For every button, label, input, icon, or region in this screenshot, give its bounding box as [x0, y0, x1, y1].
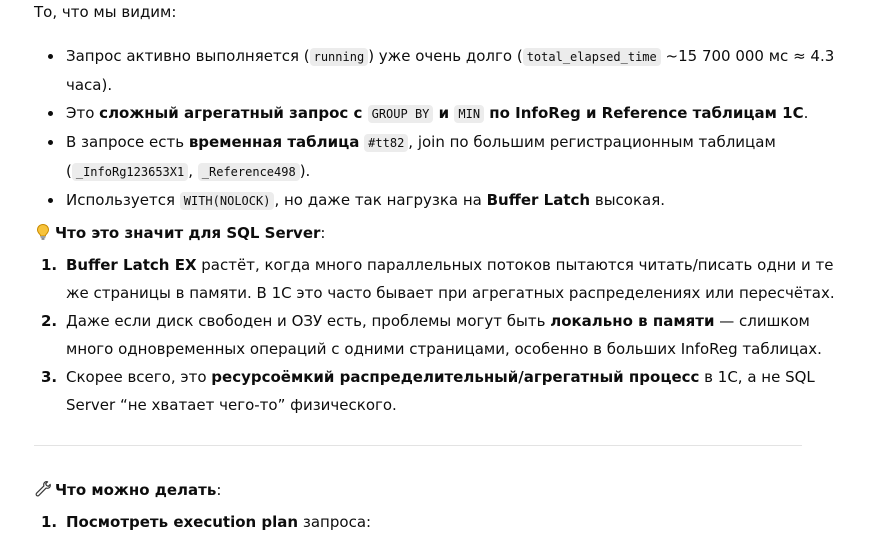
inline-code: #tt82 [364, 134, 408, 152]
intro-text: То, что мы видим: [34, 3, 177, 21]
actions-heading: Что можно делать: [34, 476, 221, 504]
meaning-list [34, 251, 836, 419]
list-item: 2. Даже если диск свободен и ОЗУ есть, проблемы могут быть локально в памяти — слишком много одновременных операций с одними страницами, особенно в больших InfoReg таблицах. [34, 307, 836, 363]
section-divider [34, 445, 802, 446]
inline-code: running [310, 48, 369, 66]
lightbulb-icon [34, 222, 52, 240]
list-number: 1. [41, 256, 58, 274]
list-item: В запросе есть временная таблица #tt82 , join по большим регистрационным таблицам ( _InfoRg123653X1 , _Reference498 ). [34, 128, 836, 186]
list-item: 1. Buffer Latch EX растёт, когда много параллельных потоков пытаются читать/писать одни и те же страницы в памяти. В 1С это часто бывает при агрегатных распределениях или пересчётах. [34, 251, 836, 307]
meaning-title: Что это значит для SQL Server [55, 224, 321, 242]
list-number: 3. [41, 368, 58, 386]
list-item: 1. Посмотреть execution plan запроса: [34, 508, 836, 536]
inline-code: _InfoRg123653X1 [72, 163, 188, 181]
observations-list [34, 42, 836, 215]
actions-title: Что можно делать [55, 481, 217, 499]
list-item: 3. Скорее всего, это ресурсоёмкий распределительный/агрегатный процесс в 1С, а не SQL Server “не хватает чего-то” физического. [34, 363, 836, 419]
list-item: Это сложный агрегатный запрос с GROUP BY и MIN по InfoReg и Reference таблицам 1С. [34, 99, 836, 128]
inline-code: _Reference498 [198, 163, 300, 181]
meaning-heading: Что это значит для SQL Server: [34, 219, 325, 247]
list-number: 2. [41, 312, 58, 330]
actions-list [34, 508, 836, 536]
inline-code: GROUP BY [368, 105, 434, 123]
inline-code: total_elapsed_time [523, 48, 661, 66]
inline-code: MIN [454, 105, 484, 123]
list-number: 1. [41, 513, 58, 531]
inline-code: WITH(NOLOCK) [180, 192, 275, 210]
wrench-icon [34, 479, 52, 497]
list-item: Используется WITH(NOLOCK) , но даже так нагрузка на Buffer Latch высокая. [34, 186, 836, 215]
list-item: Запрос активно выполняется ( running ) уже очень долго ( total_elapsed_time ~15 700 000 мс ≈ 4.3 часа). [34, 42, 836, 99]
